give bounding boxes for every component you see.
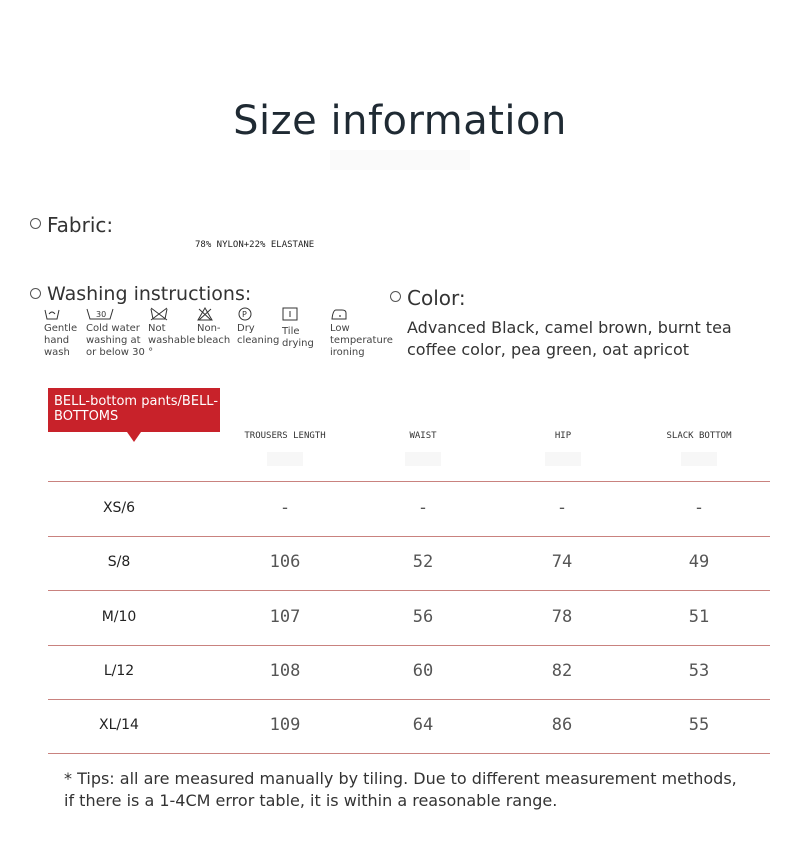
- table-cell: 86: [551, 715, 573, 735]
- iron-icon: [330, 307, 393, 323]
- table-cell: 60: [412, 661, 434, 681]
- washing-label: Washing instructions:: [47, 283, 252, 305]
- hand-wash-icon: [44, 307, 77, 323]
- washing-section: [30, 283, 251, 305]
- wash-instruction: Tile drying: [282, 307, 314, 350]
- column-header: SLACK BOTTOM: [666, 431, 732, 441]
- washing-icons: [44, 307, 394, 367]
- table-cell: 107: [269, 607, 301, 627]
- column-header: HIP: [554, 431, 572, 441]
- bullet-icon: [390, 291, 401, 302]
- wash-instruction: Non- bleach: [197, 307, 230, 347]
- dry-clean-icon: [237, 307, 279, 323]
- header-subtitle-placeholder: [681, 452, 717, 466]
- size-label: M/10: [101, 609, 137, 625]
- svg-text:P: P: [242, 310, 247, 319]
- table-cell: 64: [412, 715, 434, 735]
- title-subtitle-placeholder: [330, 150, 470, 170]
- row-divider: [48, 699, 770, 700]
- row-divider: [48, 590, 770, 591]
- wash-instruction: Gentle hand wash: [44, 307, 77, 359]
- table-cell: -: [279, 498, 291, 518]
- color-value: Advanced Black, camel brown, burnt tea coffee color, pea green, oat apricot: [407, 318, 732, 359]
- color-section: [390, 286, 466, 310]
- wash-instruction: 30 Cold water washing at or below 30 °: [86, 307, 153, 359]
- table-cell: 106: [269, 552, 301, 572]
- size-label: XS/6: [102, 500, 136, 516]
- row-divider: [48, 481, 770, 482]
- row-divider: [48, 536, 770, 537]
- column-header: WAIST: [409, 431, 437, 441]
- wash-instruction: Low temperature ironing: [330, 307, 393, 359]
- bullet-icon: [30, 218, 41, 229]
- wash-30-icon: [86, 307, 153, 323]
- tips-note: * Tips: all are measured manually by tiling. Due to different measurement methods, if there is a 1-4CM error table, it is within a reasonable range.: [64, 769, 737, 810]
- column-header: TROUSERS LENGTH: [244, 431, 326, 441]
- row-divider: [48, 753, 770, 754]
- table-cell: 56: [412, 607, 434, 627]
- table-cell: 108: [269, 661, 301, 681]
- table-cell: 55: [688, 715, 710, 735]
- table-cell: 109: [269, 715, 301, 735]
- table-cell: 78: [551, 607, 573, 627]
- table-cell: 49: [688, 552, 710, 572]
- table-cell: 53: [688, 661, 710, 681]
- header-subtitle-placeholder: [405, 452, 441, 466]
- fabric-value: 78% NYLON+22% ELASTANE: [195, 240, 315, 250]
- page-title: Size information: [233, 98, 567, 144]
- no-wash-icon: [148, 307, 195, 323]
- bullet-icon: [30, 288, 41, 299]
- size-label: L/12: [103, 663, 135, 679]
- fabric-label: Fabric:: [47, 213, 114, 237]
- fabric-section: [30, 213, 113, 237]
- table-cell: 51: [688, 607, 710, 627]
- size-label: XL/14: [99, 717, 139, 733]
- table-cell: -: [556, 498, 568, 518]
- header-subtitle-placeholder: [267, 452, 303, 466]
- svg-text:30: 30: [96, 310, 107, 319]
- tile-dry-icon: [282, 307, 314, 323]
- wash-instruction: Not washable: [148, 307, 195, 347]
- table-cell: -: [417, 498, 429, 518]
- color-label: Color:: [407, 286, 466, 310]
- header-subtitle-placeholder: [545, 452, 581, 466]
- product-tag: BELL-bottom pants/BELL-BOTTOMS: [48, 388, 220, 432]
- table-cell: 82: [551, 661, 573, 681]
- table-cell: -: [693, 498, 705, 518]
- table-cell: 52: [412, 552, 434, 572]
- row-divider: [48, 645, 770, 646]
- wash-instruction: P Dry cleaning: [237, 307, 279, 347]
- table-cell: 74: [551, 552, 573, 572]
- size-label: S/8: [107, 554, 131, 570]
- no-bleach-icon: [197, 307, 230, 323]
- tag-pointer: [127, 432, 141, 442]
